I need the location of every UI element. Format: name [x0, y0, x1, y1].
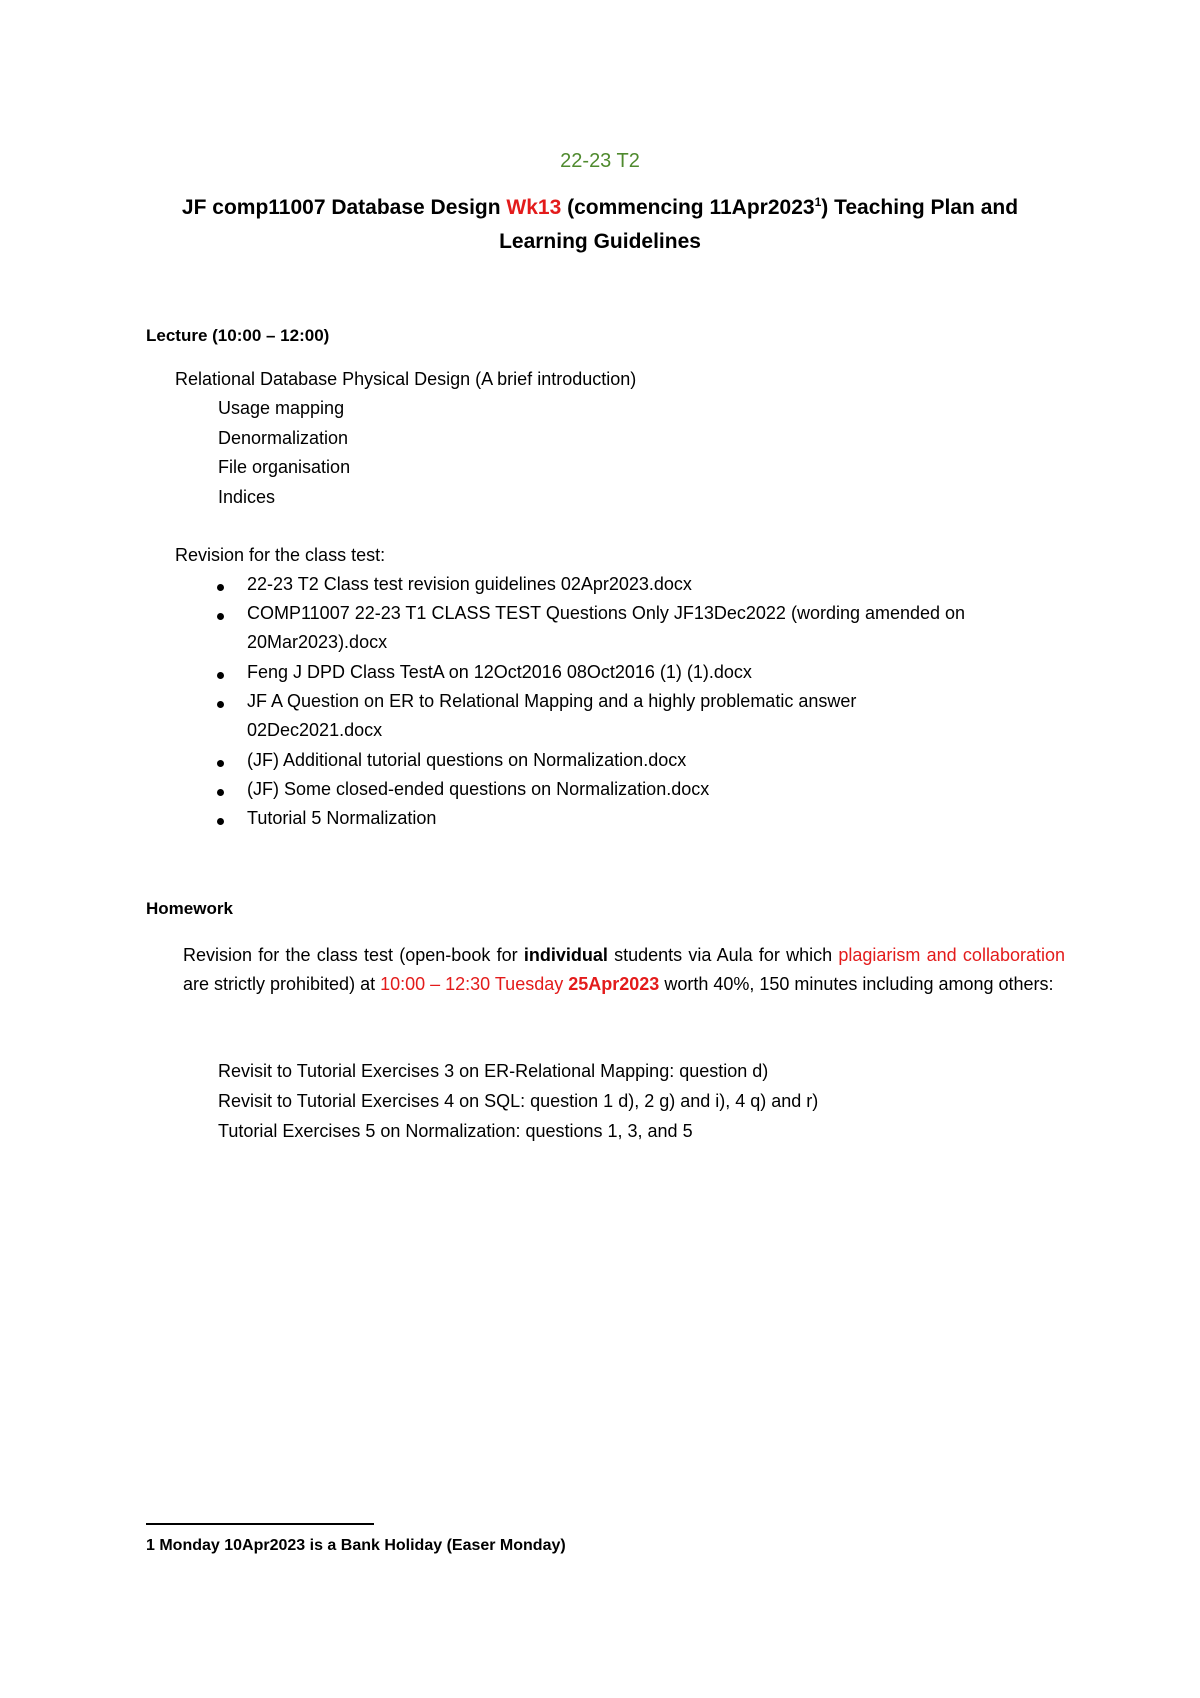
list-item: Tutorial 5 Normalization — [247, 808, 437, 828]
list-item: (JF) Additional tutorial questions on Normalization.docx — [247, 750, 687, 770]
footnote-separator — [146, 1523, 374, 1525]
revision-intro: Revision for the class test: — [175, 545, 386, 565]
bullet-icon — [217, 613, 224, 620]
list-item: COMP11007 22-23 T1 CLASS TEST Questions Only JF13Dec2022 (wording amended on — [247, 603, 966, 623]
homework-item: Revisit to Tutorial Exercises 4 on SQL: question 1 d), 2 g) and i), 4 q) and r) — [218, 1091, 819, 1111]
footnote-ref: 1 — [814, 195, 822, 209]
title-part2: (commencing 11Apr2023 — [561, 196, 815, 219]
bullet-icon — [217, 672, 224, 679]
homework-text: are strictly prohibited) at — [183, 974, 381, 994]
bullet-icon — [217, 760, 224, 767]
list-item-continuation: 20Mar2023).docx — [247, 632, 388, 652]
title-week: Wk13 — [506, 196, 562, 219]
list-item: JF A Question on ER to Relational Mapping and a highly problematic answer — [247, 691, 857, 711]
homework-text: Revision for the class test (open-book for — [183, 945, 524, 965]
subtopic-item: Usage mapping — [218, 398, 345, 418]
subtopic-item: File organisation — [218, 457, 351, 477]
subtopic-item: Indices — [218, 487, 276, 507]
homework-item: Revisit to Tutorial Exercises 3 on ER-Relational Mapping: question d) — [218, 1061, 769, 1081]
footnote: 1 Monday 10Apr2023 is a Bank Holiday (Easer Monday) — [146, 1537, 566, 1554]
homework-text: worth 40%, 150 minutes including among others: — [659, 974, 1054, 994]
title-part1: JF comp11007 Database Design — [181, 196, 507, 219]
term-label: 22-23 T2 — [560, 150, 640, 172]
homework-paragraph — [183, 941, 1065, 999]
list-item: (JF) Some closed-ended questions on Normalization.docx — [247, 779, 710, 799]
homework-time: 10:00 – 12:30 Tuesday — [380, 974, 569, 994]
lecture-topic: Relational Database Physical Design (A brief introduction) — [175, 369, 637, 389]
homework-date: 25Apr2023 — [568, 974, 660, 994]
subtopic-item: Denormalization — [218, 428, 349, 448]
bullet-icon — [217, 789, 224, 796]
list-item: Feng J DPD Class TestA on 12Oct2016 08Oct2016 (1) (1).docx — [247, 662, 752, 682]
homework-item: Tutorial Exercises 5 on Normalization: questions 1, 3, and 5 — [218, 1121, 693, 1141]
lecture-heading: Lecture (10:00 – 12:00) — [146, 326, 330, 345]
list-item: 22-23 T2 Class test revision guidelines 02Apr2023.docx — [247, 574, 692, 594]
bullet-icon — [217, 818, 224, 825]
bullet-icon — [217, 584, 224, 591]
list-item-continuation: 02Dec2021.docx — [247, 720, 383, 740]
homework-emphasis: individual — [523, 945, 608, 965]
document-title-line2: Learning Guidelines — [499, 230, 701, 253]
bullet-icon — [217, 701, 224, 708]
homework-warning: plagiarism and collaboration — [838, 945, 1065, 965]
homework-text: students via Aula for which — [607, 945, 839, 965]
homework-heading: Homework — [146, 899, 233, 918]
title-part3: ) Teaching Plan and — [821, 196, 1019, 219]
document-title — [0, 196, 1200, 220]
